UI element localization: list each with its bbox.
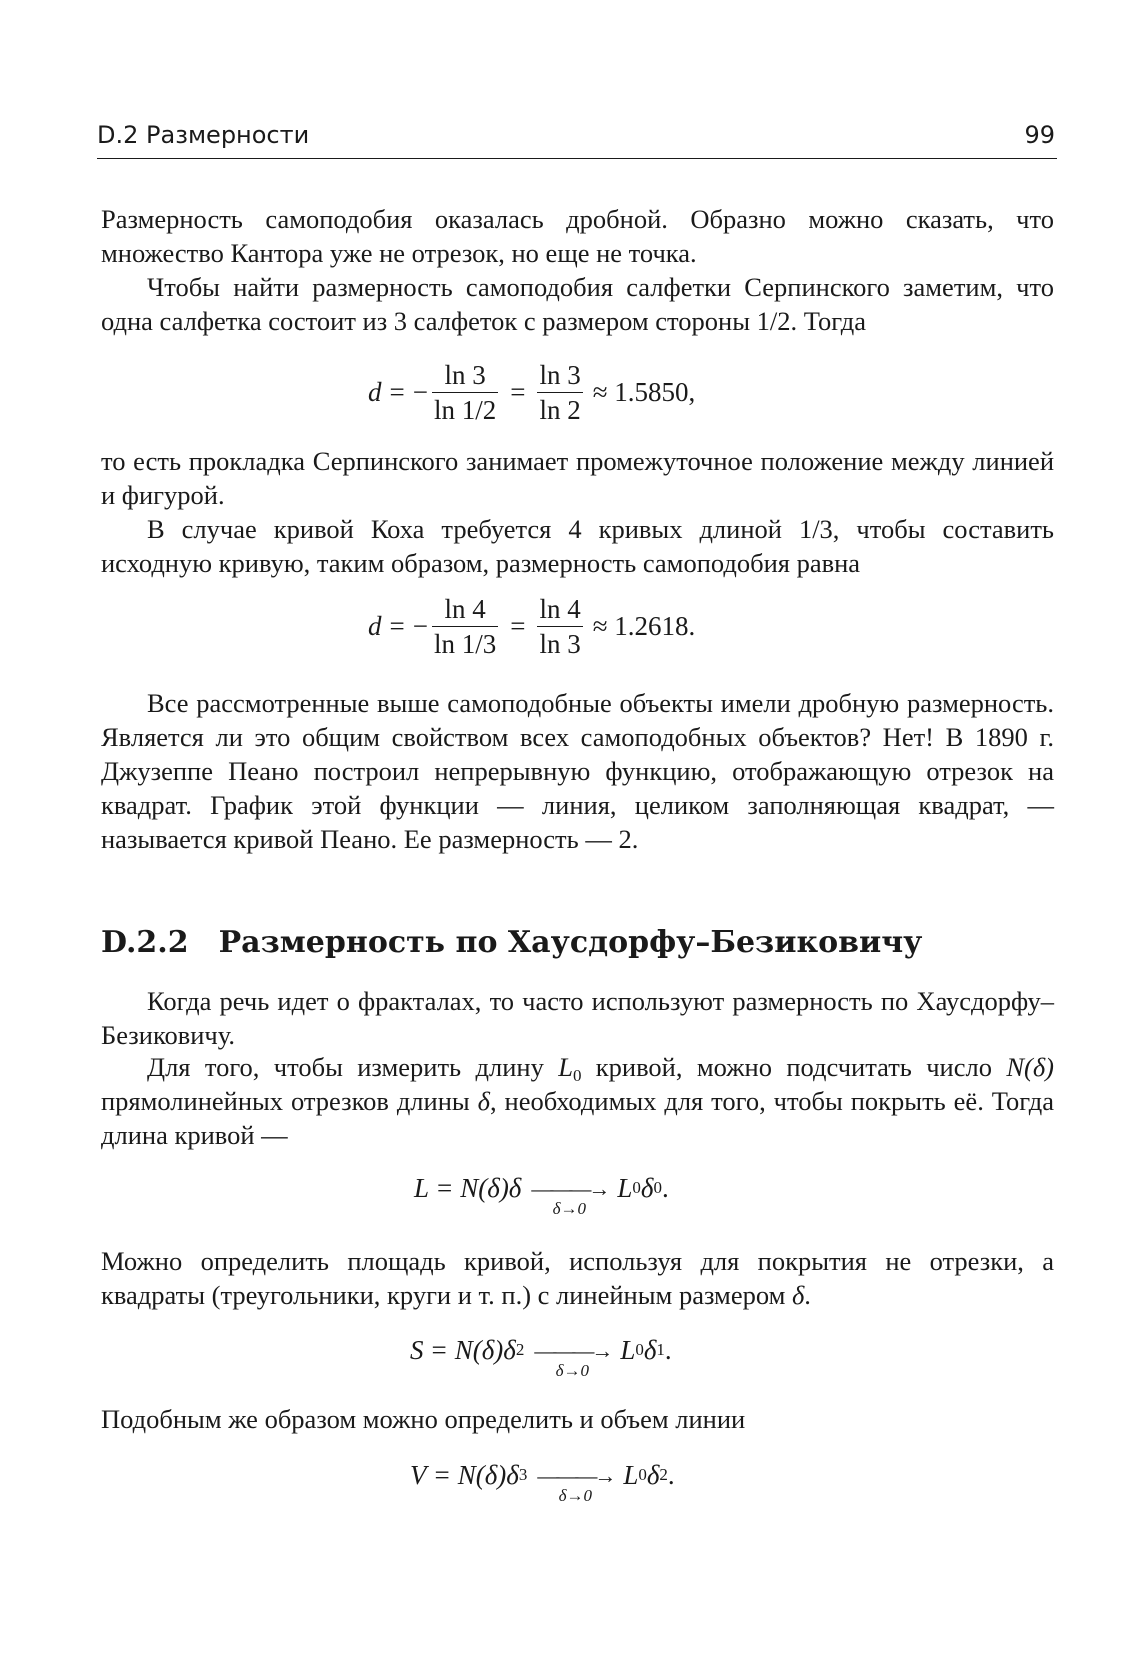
eq2-approx: ≈ 1.2618. — [592, 611, 696, 641]
paragraph-curve-length — [101, 1050, 1054, 1152]
eq5-rhs: L — [623, 1459, 639, 1490]
eq2-num2: ln 4 — [539, 594, 581, 624]
eq3-mid: N(δ)δ — [460, 1172, 522, 1203]
eq1-fraction-1 — [432, 360, 498, 425]
eq5-equals: = — [434, 1459, 450, 1490]
equation-area: S = N(δ)δ 2 ———→ δ→0 L 0 δ 1 . — [410, 1334, 672, 1380]
header-rule — [97, 158, 1057, 159]
section-number: D.2.2 — [101, 925, 189, 960]
eq3-lhs: L — [414, 1172, 430, 1203]
paragraph-area — [101, 1244, 1054, 1312]
section-heading — [101, 925, 922, 960]
eq2-minus: − — [412, 611, 428, 641]
paragraph-volume: Подобным же образом можно определить и объем линии — [101, 1404, 746, 1434]
eq4-end: . — [664, 1334, 672, 1365]
eq1-den1: ln 1/2 — [432, 392, 498, 425]
eq1-num2: ln 3 — [539, 360, 581, 390]
paragraph-sierpinski: Чтобы найти размерность самоподобия салфетки Серпинского заметим, что одна салфетка состоит из 3 салфеток с размером стороны 1/2. Тогда — [101, 272, 1054, 336]
eq3-limit-arrow — [531, 1178, 607, 1218]
eq4-arrow: ———→ — [534, 1338, 611, 1363]
equation-sierpinski-dimension — [368, 360, 695, 425]
eq3-rhs: L — [617, 1172, 633, 1203]
running-head-section: D.2 Размерности — [97, 121, 310, 149]
eq3-limit: δ→0 — [552, 1199, 587, 1218]
eq1-minus: − — [412, 377, 428, 407]
eq1-num1: ln 3 — [444, 360, 486, 390]
p8-text-b: . — [804, 1280, 811, 1310]
running-head — [97, 121, 1055, 149]
eq4-rhs-base: δ — [643, 1334, 657, 1365]
eq4-lhs: S — [410, 1334, 424, 1365]
p7-N: N(δ) — [1006, 1052, 1054, 1082]
eq4-equals: = — [431, 1334, 447, 1365]
eq2-equals: = — [389, 611, 405, 641]
eq2-lhs: d — [368, 611, 382, 641]
p7-text-a: Для того, чтобы измерить длину — [147, 1052, 559, 1082]
section-title: Размерность по Хаусдорфу–Безиковичу — [218, 925, 923, 960]
eq4-mid: N(δ)δ — [454, 1334, 516, 1365]
eq2-num1: ln 4 — [444, 594, 486, 624]
eq1-fraction-2 — [537, 360, 582, 425]
eq5-lhs: V — [410, 1459, 427, 1490]
p7-text-d: , необходимых для того, чтобы покрыть её. Тогда длина кривой — — [101, 1086, 1054, 1150]
eq4-rhs: L — [620, 1334, 636, 1365]
eq2-den2: ln 3 — [537, 626, 582, 659]
eq3-equals: = — [437, 1172, 453, 1203]
eq5-end: . — [667, 1459, 675, 1490]
eq3-arrow: ———→ — [531, 1176, 608, 1201]
eq1-den2: ln 2 — [537, 392, 582, 425]
eq4-limit: δ→0 — [555, 1361, 590, 1380]
eq5-limit-arrow — [537, 1465, 613, 1505]
eq2-den1: ln 1/3 — [432, 626, 498, 659]
eq5-arrow: ———→ — [537, 1463, 614, 1488]
paragraph-cantor: Размерность самоподобия оказалась дробной. Образно можно сказать, что множество Кантора уже не отрезок, но еще не точка. — [101, 204, 1054, 268]
eq5-limit: δ→0 — [558, 1486, 593, 1505]
eq3-end: . — [661, 1172, 669, 1203]
p7-L: L — [558, 1052, 573, 1082]
paragraph-peano: Все рассмотренные выше самоподобные объекты имели дробную размерность. Является ли это общим свойством всех самоподобных объектов? Нет! В 1890 г. Джузеппе Пеано построил непрерывную функцию, отображающую отрезок на квадрат. График этой функции — линия, целиком заполняющая квадрат, — называется кривой Пеано. Ее размерность — 2. — [101, 688, 1054, 854]
eq2-fraction-2 — [537, 594, 582, 659]
eq1-approx: ≈ 1.5850, — [592, 377, 696, 407]
eq1-equals-2: = — [510, 377, 526, 407]
p8-delta: δ — [791, 1280, 805, 1310]
page-number: 99 — [1024, 121, 1055, 149]
eq1-lhs: d — [368, 377, 382, 407]
paragraph-fractals-intro: Когда речь идет о фракталах, то часто используют размерность по Хаусдорфу–Безиковичу. — [101, 986, 1054, 1050]
p7-text-c: прямолинейных отрезков длины — [101, 1086, 478, 1116]
equation-koch-dimension — [368, 594, 695, 659]
p8-text-a: Можно определить площадь кривой, используя для покрытия не отрезки, а квадраты (треугольники, круги и т. п.) с линейным размером — [101, 1246, 1054, 1310]
p7-L-sub: 0 — [572, 1066, 582, 1085]
paragraph-sierpinski-conclusion: то есть прокладка Серпинского занимает промежуточное положение между линией и фигурой. — [101, 446, 1054, 510]
p7-delta: δ — [477, 1086, 490, 1116]
eq2-fraction-1 — [432, 594, 498, 659]
eq3-rhs-base: δ — [640, 1172, 654, 1203]
eq4-limit-arrow — [534, 1340, 610, 1380]
eq1-equals: = — [389, 377, 405, 407]
equation-length: L = N(δ)δ ———→ δ→0 L 0 δ 0 . — [414, 1172, 669, 1218]
eq5-rhs-base: δ — [646, 1459, 660, 1490]
equation-volume: V = N(δ)δ 3 ———→ δ→0 L 0 δ 2 . — [410, 1459, 675, 1505]
p7-text-b: кривой, можно подсчитать число — [581, 1052, 1007, 1082]
paragraph-koch: В случае кривой Коха требуется 4 кривых длиной 1/3, чтобы составить исходную кривую, таким образом, размерность самоподобия равна — [101, 514, 1054, 578]
eq2-equals-2: = — [510, 611, 526, 641]
eq5-mid: N(δ)δ — [457, 1459, 519, 1490]
